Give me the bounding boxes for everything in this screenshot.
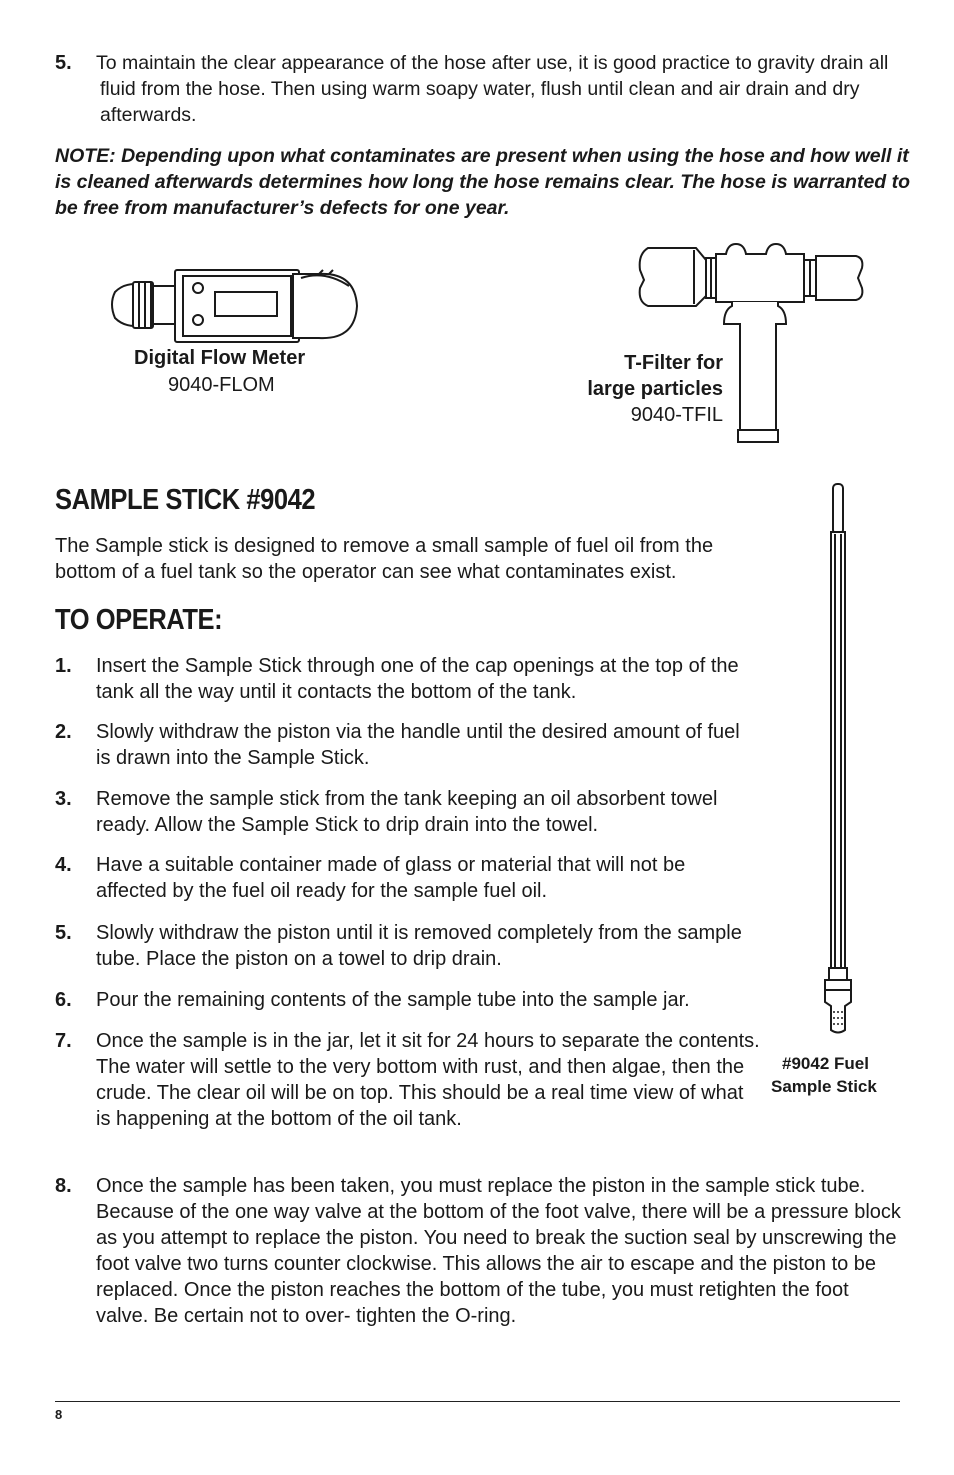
step-number: 1. <box>55 655 72 677</box>
t-filter-code: 9040-TFIL <box>630 404 723 426</box>
t-filter-name-line1: T-Filter for <box>624 352 723 374</box>
step-2 <box>55 719 745 771</box>
step-number: 8. <box>55 1175 72 1197</box>
sample-stick-caption-line1: #9042 Fuel <box>782 1054 869 1073</box>
footer-rule <box>55 1401 900 1402</box>
step-5 <box>55 920 745 972</box>
section-intro: The Sample stick is designed to remove a small sample of fuel oil from the bottom of a fuel tank so the operator can see what contaminates exist. <box>55 535 714 583</box>
page-number: 8 <box>55 1407 63 1422</box>
step-text: Have a suitable container made of glass or material that will not be affected by the fuel oil ready for the sample fuel oil. <box>96 854 686 902</box>
step-number: 4. <box>55 854 72 876</box>
hose-cleaning-step <box>55 50 905 128</box>
step-text: Slowly withdraw the piston until it is removed completely from the sample tube. Place the piston on a towel to drip drain. <box>96 922 742 970</box>
t-filter-name-line2: large particles <box>587 378 723 400</box>
step-4 <box>55 852 745 904</box>
sample-stick-caption-line2: Sample Stick <box>771 1077 877 1096</box>
step-number: 2. <box>55 721 72 743</box>
step-text: Pour the remaining contents of the sample tube into the sample jar. <box>96 989 690 1011</box>
step-text: Insert the Sample Stick through one of the cap openings at the top of the tank all the way until it contacts the bottom of the tank. <box>96 655 739 703</box>
step-number: 6. <box>55 989 72 1011</box>
sample-stick-illustration <box>815 482 861 1036</box>
step-1 <box>55 653 745 705</box>
flow-meter-illustration <box>105 262 365 347</box>
step-text: Once the sample has been taken, you must replace the piston in the sample stick tube. Because of the one way valve at the bottom of the foot valve, there will be a pressure block as you attempt to replace the piston. You need to break the suction seal by unscrewing the foot valve two turns counter clockwise. This allows the air to escape and the piston to be replaced. Once the piston reaches the bottom of the tube, you must retighten the foot valve. Be certain not to over- tighten the O-ring. <box>96 1175 901 1327</box>
step-number: 3. <box>55 788 72 810</box>
step-7 <box>55 1028 760 1132</box>
step-text: Slowly withdraw the piston via the handle until the desired amount of fuel is drawn into the Sample Stick. <box>96 721 740 769</box>
step-8 <box>55 1173 905 1329</box>
step-text: To maintain the clear appearance of the hose after use, it is good practice to gravity drain all fluid from the hose. Then using warm soapy water, flush until clean and air drain and dry afterwards. <box>96 52 889 126</box>
step-6 <box>55 987 775 1013</box>
flow-meter-name: Digital Flow Meter <box>134 347 306 369</box>
operate-title: TO OPERATE: <box>55 604 223 636</box>
flow-meter-code: 9040-FLOM <box>168 374 275 396</box>
step-3 <box>55 786 735 838</box>
section-title: SAMPLE STICK #9042 <box>55 484 316 516</box>
step-text: Remove the sample stick from the tank keeping an oil absorbent towel ready. Allow the Sample Stick to drip drain into the towel. <box>96 788 718 836</box>
step-number: 5. <box>55 52 72 74</box>
step-number: 7. <box>55 1030 72 1052</box>
step-text: Once the sample is in the jar, let it sit for 24 hours to separate the contents. The water will settle to the very bottom with rust, and then algae, then the crude. The clear oil will be on top. This should be a real time view of what is happening at the bottom of the oil tank. <box>96 1030 760 1130</box>
step-number: 5. <box>55 922 72 944</box>
warranty-note: NOTE: Depending upon what contaminates are present when using the hose and how well it is cleaned afterwards determines how long the hose remains clear. The hose is warranted to be free from manufacturer’s defects for one year. <box>55 145 911 219</box>
